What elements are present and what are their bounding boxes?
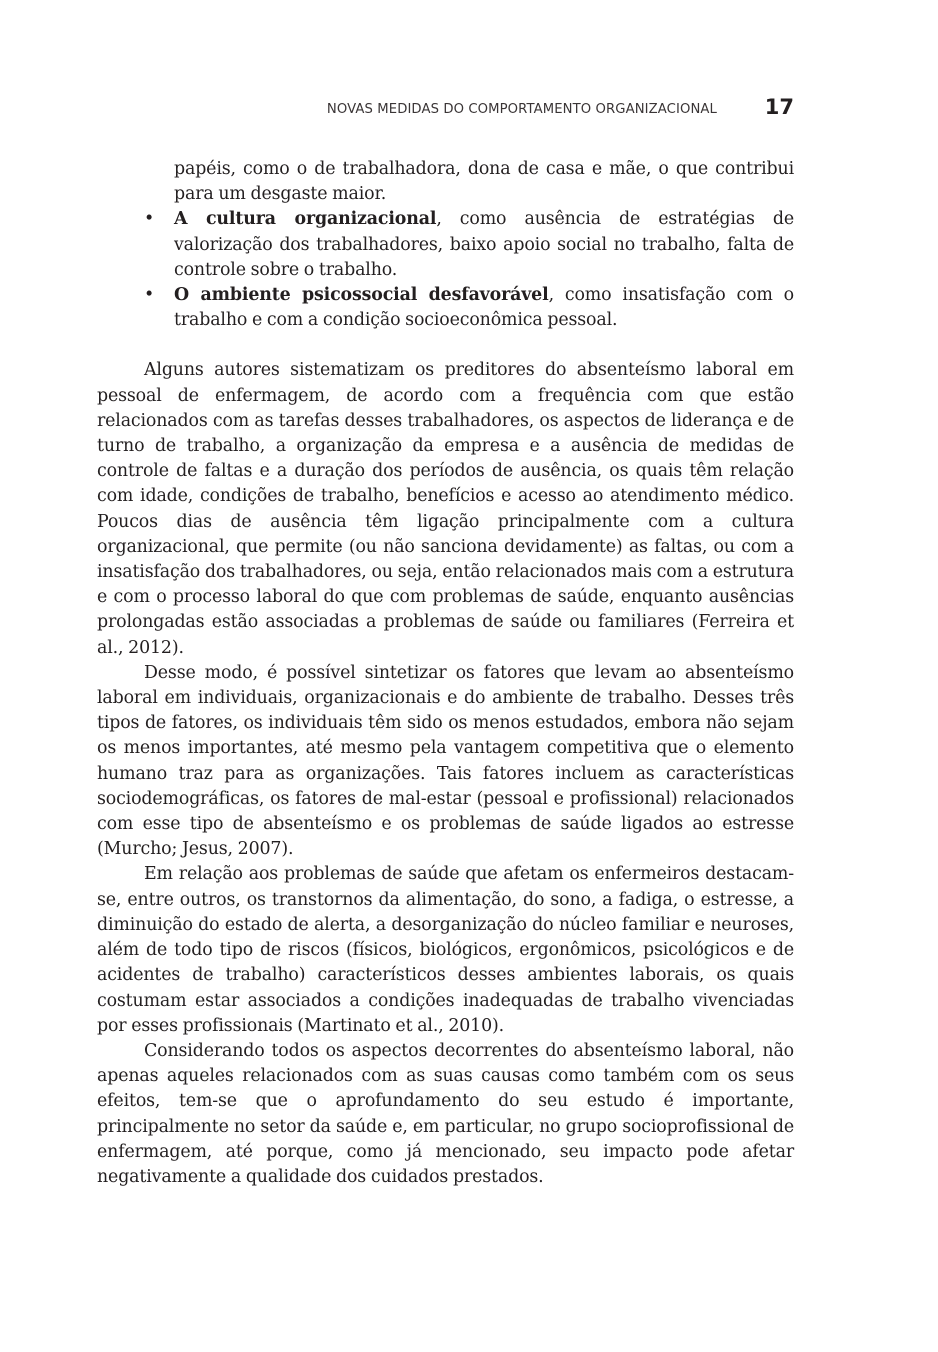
body-text (97, 157, 794, 1190)
bullet-list (97, 207, 794, 333)
page-number: 17 (764, 95, 794, 119)
bullet-icon: • (144, 209, 155, 230)
list-item (144, 207, 794, 283)
list-item (144, 283, 795, 333)
bullet-text: , como insatisfação com o trabalho e com a condição socioeconômica pessoal. (174, 285, 795, 331)
running-head: NOVAS MEDIDAS DO COMPORTAMENTO ORGANIZACIONAL (326, 102, 717, 117)
bullet-lead: O ambiente psicossocial desfavorável (174, 285, 549, 306)
paragraph: Alguns autores sistematizam os preditores do absenteísmo laboral em pessoal de enfermagem, de acordo com a frequência com que estão relacionados com as tarefas desses trabalhadores, os aspectos de liderança e de turno de trabalho, a organização da empresa e a ausência de medidas de controle de faltas e a duração dos períodos de ausência, os quais têm relação com idade, condições de trabalho, benefícios e acesso ao atendimento médico. Poucos dias de ausência têm ligação principalmente com a cultura organizacional, que permite (ou não sanciona devidamente) as faltas, ou com a insatisfação dos trabalhadores, ou seja, então relacionados mais com a estrutura e com o processo laboral do que com problemas de saúde, enquanto ausências prolongadas estão associadas a problemas de saúde ou familiares (Ferreira et al., 2012). (97, 360, 794, 658)
page-header (97, 96, 794, 122)
bullet-icon: • (144, 285, 155, 306)
continued-bullet-text: papéis, como o de trabalhadora, dona de casa e mãe, o que contribui para um desgaste maior. (174, 159, 794, 205)
section-spacer (97, 333, 794, 358)
paragraph: Desse modo, é possível sintetizar os fatores que levam ao absenteísmo laboral em individuais, organizacionais e do ambiente de trabalho. Desses três tipos de fatores, os individuais têm sido os menos estudados, embora não sejam os menos importantes, até mesmo pela vantagem competitiva que o elemento humano traz para as organizações. Tais fatores incluem as características sociodemográficas, os fatores de mal-estar (pessoal e profissional) relacionados com esse tipo de absenteísmo e os problemas de saúde ligados ao estresse (Murcho; Jesus, 2007). (97, 662, 794, 860)
bullet-text: , como ausência de estratégias de valorização dos trabalhadores, baixo apoio social no trabalho, falta de controle sobre o trabalho. (174, 209, 794, 280)
bullet-lead: A cultura organizacional (174, 209, 437, 230)
paragraph: Considerando todos os aspectos decorrentes do absenteísmo laboral, não apenas aqueles relacionados com as suas causas como também com os seus efeitos, tem-se que o aprofundamento do seu estudo é importante, principalmente no setor da saúde e, em particular, no grupo socioprofissional de enfermagem, até porque, como já mencionado, seu impacto pode afetar negativamente a qualidade dos cuidados prestados. (97, 1040, 794, 1187)
paragraph: Em relação aos problemas de saúde que afetam os enfermeiros destacam-se, entre outros, os transtornos da alimentação, do sono, a fadiga, o estresse, a diminuição do estado de alerta, a desorganização do núcleo familiar e neuroses, além de todo tipo de riscos (físicos, biológicos, ergonômicos, psicológicos e de acidentes de trabalho) característicos desses ambientes laborais, os quais costumam estar associados a condições inadequadas de trabalho vivenciadas por esses profissionais (Martinato et al., 2010). (97, 864, 794, 1036)
